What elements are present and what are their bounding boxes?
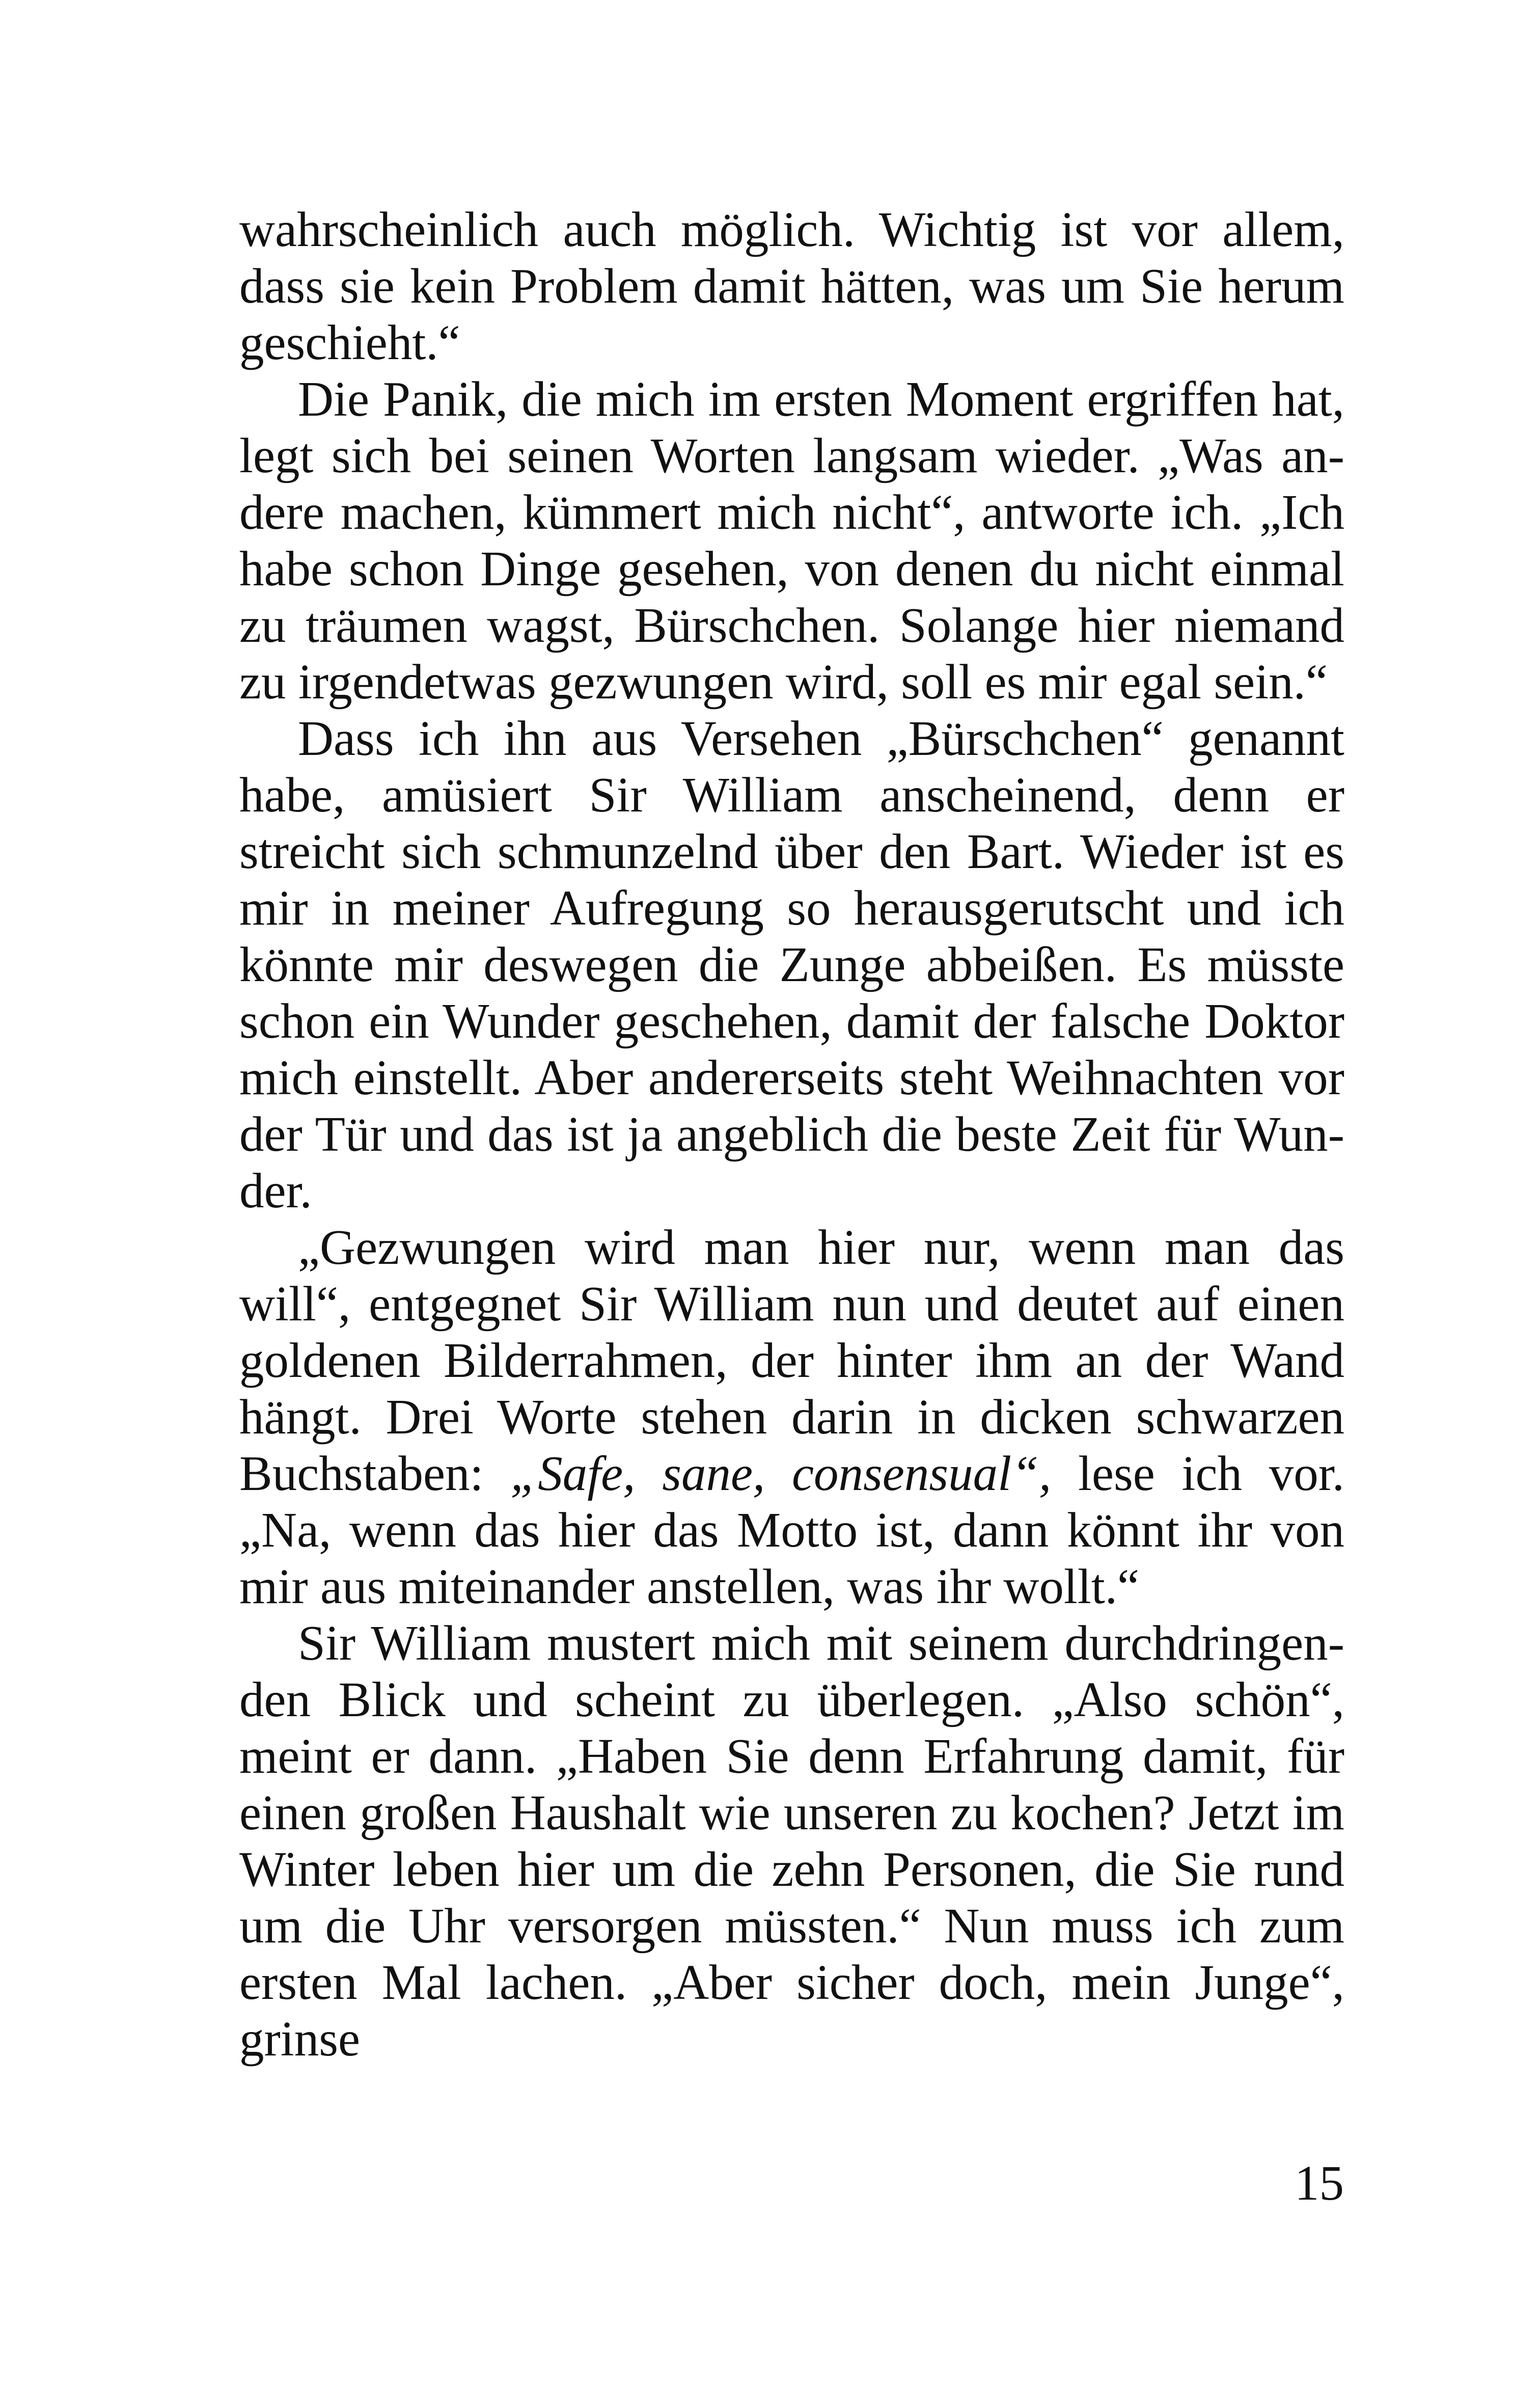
text-run: Die Panik, die mich im ersten Moment ergriffen hat, legt sich bei seinen Worten langsam wieder. „Was andere machen, kümmert mich nicht“, antworte ich. „Ich habe schon Dinge gesehen, von denen du nicht einmal zu träumen wagst, Bürschchen. Solange hier niemand zu irgendetwas gezwungen wird, soll es mir egal sein.“ bbox=[239, 372, 1344, 709]
body-text bbox=[239, 201, 1344, 2067]
text-run: Sir William mustert mich mit seinem durchdringenden Blick und scheint zu überlegen. „Also schön“, meint er dann. „Haben Sie denn Erfahrung damit, für einen großen Haushalt wie unseren zu kochen? Jetzt im Winter leben hier um die zehn Personen, die Sie rund um die Uhr versorgen müssten.“ Nun muss ich zum ersten Mal lachen. „Aber sicher doch, mein Junge“, grinse bbox=[239, 1616, 1344, 2066]
paragraph-1 bbox=[239, 201, 1344, 371]
text-run: „Gezwungen wird man hier nur, wenn man das will“, entgegnet Sir William nun und deutet auf einen goldenen Bilderrahmen, der hinter ihm an der Wand hängt. Drei Worte stehen darin in dicken schwarzen Buchstaben: bbox=[239, 1220, 1344, 1501]
text-run: Dass ich ihn aus Versehen „Bürschchen“ genannt habe, amüsiert Sir William anscheinend, denn er streicht sich schmunzelnd über den Bart. Wieder ist es mir in meiner Aufregung so herausgerutscht und ich könnte mir deswegen die Zunge abbeißen. Es müsste schon ein Wunder geschehen, damit der falsche Doktor mich einstellt. Aber andererseits steht Weihnachten vor der Tür und das ist ja angeblich die beste Zeit für Wunder. bbox=[239, 711, 1344, 1218]
text-run: wahrscheinlich auch möglich. Wichtig ist vor allem, dass sie kein Problem damit hätten, was um Sie herum geschieht.“ bbox=[239, 202, 1344, 370]
text-run: lese ich vor. „Na, wenn das hier das Motto ist, dann könnt ihr von mir aus miteinander anstellen, was ihr wollt.“ bbox=[239, 1446, 1344, 1614]
paragraph-2 bbox=[239, 371, 1344, 710]
paragraph-3 bbox=[239, 710, 1344, 1219]
page-number: 15 bbox=[1295, 2156, 1344, 2210]
paragraph-5 bbox=[239, 1615, 1344, 2067]
paragraph-4 bbox=[239, 1219, 1344, 1615]
italic-motto: „Safe, sane, consensual“, bbox=[510, 1446, 1052, 1501]
